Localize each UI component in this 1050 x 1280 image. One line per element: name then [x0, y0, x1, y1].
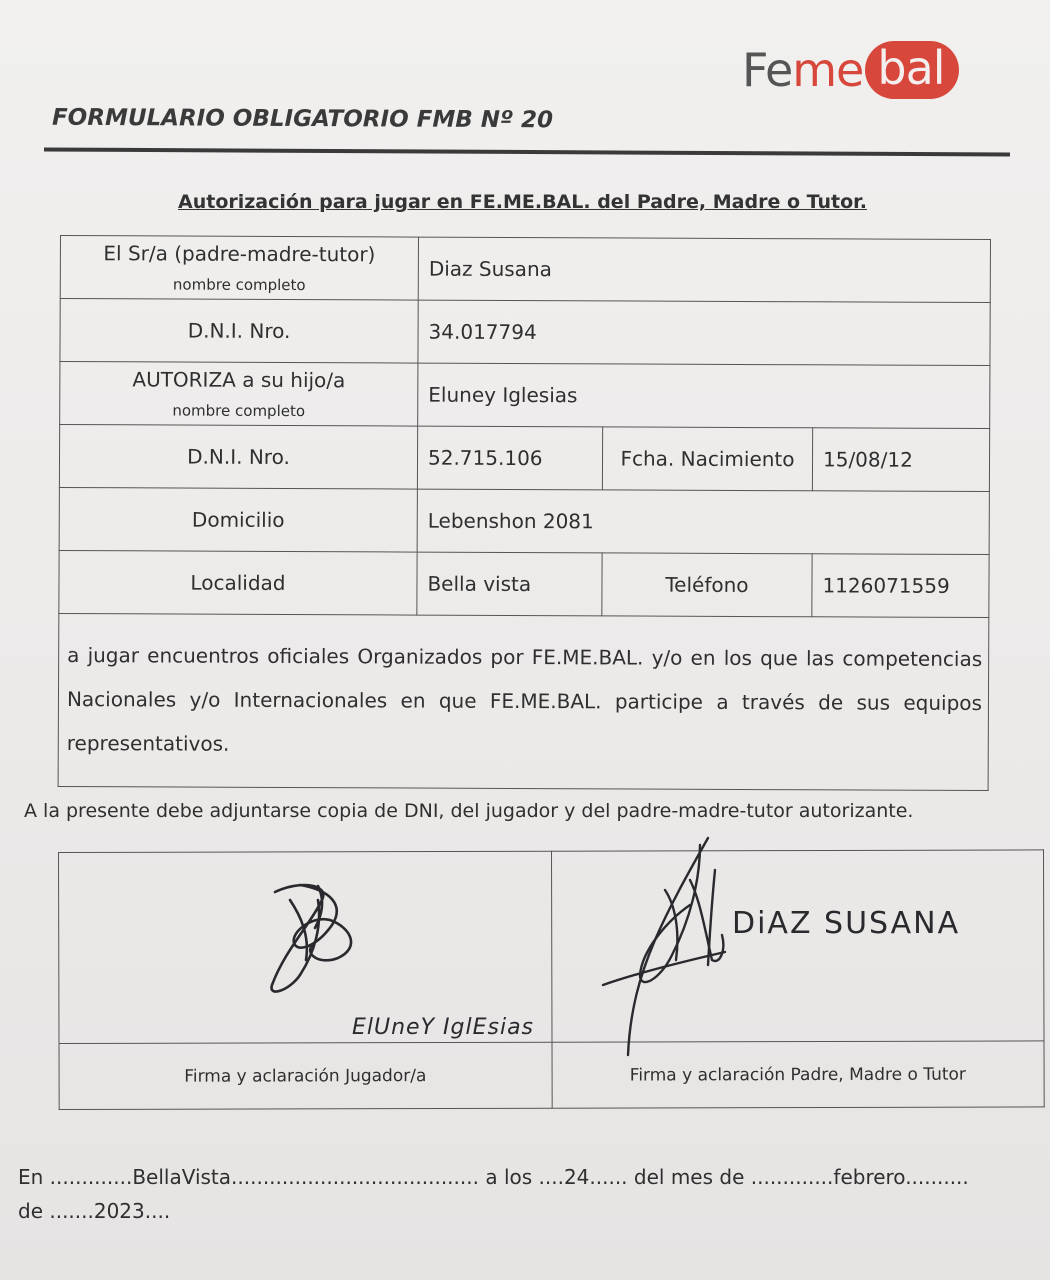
authorization-paragraph: a jugar encuentros oficiales Organizados por FE.ME.BAL. y/o en los que las competencias Nacionales y/o Internacionales en que FE.ME.BAL. participe a través de sus equipos representativos. — [58, 613, 989, 790]
tutor-handwritten-name: DiAZ SUSANA — [732, 906, 961, 941]
authorization-table — [58, 235, 991, 791]
tutor-signature-caption: Firma y aclaración Padre, Madre o Tutor — [551, 1041, 1044, 1108]
footer-place: .............BellaVista....................................... — [49, 1165, 479, 1189]
form-title: FORMULARIO OBLIGATORIO FMB Nº 20 — [51, 104, 554, 134]
dni-child-value: 52.715.106 — [417, 426, 602, 490]
phone-value: 1126071559 — [812, 554, 989, 618]
logo-text-fe: Fe — [742, 43, 793, 97]
footer-del-mes-de: del mes de — [633, 1165, 745, 1189]
footer-de: de — [18, 1199, 43, 1223]
form-subtitle: Autorización para jugar en FE.ME.BAL. del Padre, Madre o Tutor. — [178, 191, 868, 213]
child-name-value: Eluney Iglesias — [418, 363, 990, 428]
player-signature-caption: Firma y aclaración Jugador/a — [59, 1042, 552, 1109]
birthdate-value: 15/08/12 — [812, 428, 989, 492]
footer-a-los: a los — [485, 1165, 533, 1189]
tutor-label: El Sr/a (padre-madre-tutor) — [103, 241, 376, 267]
birthdate-label: Fcha. Nacimiento — [602, 427, 812, 491]
autoriza-label: AUTORIZA a su hijo/a — [132, 367, 346, 393]
player-handwritten-name: ElUneY IglEsias — [352, 1015, 535, 1040]
dni-tutor-label: D.N.I. Nro. — [60, 299, 418, 364]
form-footer — [18, 1160, 969, 1228]
attachment-note: A la presente debe adjuntarse copia de DNI, del jugador y del padre-madre-tutor autorizante. — [24, 800, 914, 822]
tutor-label-cell — [60, 236, 418, 301]
player-signature-area — [59, 851, 552, 1043]
footer-day: ....24...... — [538, 1165, 628, 1189]
logo-text-me: me — [792, 43, 864, 97]
tutor-signature-area — [551, 850, 1044, 1042]
locality-value: Bella vista — [417, 552, 602, 616]
footer-en: En — [18, 1165, 44, 1189]
phone-label: Teléfono — [602, 553, 812, 617]
footer-year: .......2023.... — [49, 1199, 171, 1223]
tutor-name-value: Diaz Susana — [418, 237, 990, 302]
footer-month: .............febrero.......... — [750, 1165, 969, 1189]
row-paragraph — [58, 613, 989, 790]
footer-line-2 — [18, 1194, 969, 1228]
logo-text-bal: bal — [865, 41, 958, 99]
row-child-name — [60, 362, 990, 429]
autoriza-sublabel: nombre completo — [172, 401, 306, 421]
femebal-logo — [742, 40, 959, 100]
address-value: Lebenshon 2081 — [417, 489, 989, 554]
row-tutor-dni — [60, 299, 990, 366]
address-label: Domicilio — [59, 487, 417, 552]
row-locality — [59, 550, 989, 617]
row-tutor-name — [60, 236, 990, 303]
footer-line-1 — [18, 1160, 969, 1194]
tutor-sublabel: nombre completo — [172, 275, 306, 295]
dni-tutor-value: 34.017794 — [418, 300, 990, 365]
row-address — [59, 487, 989, 554]
locality-label: Localidad — [59, 550, 417, 615]
row-child-dni — [59, 425, 989, 492]
autoriza-label-cell — [60, 362, 418, 427]
dni-child-label: D.N.I. Nro. — [59, 425, 417, 490]
signature-table — [58, 849, 1045, 1110]
